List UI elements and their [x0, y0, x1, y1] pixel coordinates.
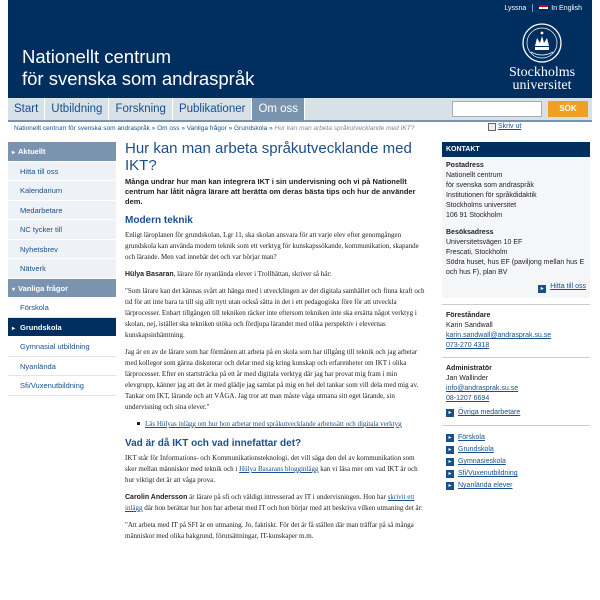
print-link[interactable]: Skriv ut	[498, 123, 522, 130]
logo-text-line1: Stockholms	[508, 65, 576, 80]
read-more-link[interactable]: Läs Hülyas inlägg om hur hon arbetar med språkutvecklande arbetssätt och digitala verktyg	[145, 420, 402, 428]
arrow-right-icon: ▸	[446, 482, 454, 490]
address-line: Institutionen för språkdidaktik	[446, 192, 537, 199]
quote-paragraph: "Som lärare kan det kännas svårt att hänga med i utvecklingen av det digitala samhället och finna kraft och tid för att inte bara ta till sig allt nytt utan också sätta in det i ett pedagogiska före för att utveckla lärprocesser. Enbart tillgången till tekniken räcker inte eftersom tekniken inte ska ersätta något verktyg i skolan, nej, istället ska tekniken utöka och fördjupa lärandet med olika perspektiv i elevernas kunskapsinhämtning.	[125, 287, 425, 339]
related-link-nyanlanda[interactable]	[446, 480, 590, 492]
divider	[532, 4, 533, 12]
related-link-label: Nyanlända elever	[458, 482, 513, 489]
site-header	[8, 0, 592, 98]
logo-text-line2: universitet	[512, 78, 572, 93]
body-text: kan vi läsa mer om vad IKT är och hur viktigt det är att våga prova.	[125, 465, 418, 484]
print-icon[interactable]	[488, 123, 496, 131]
postal-label: Postadress	[446, 162, 484, 169]
post-link[interactable]: skrivit ett inlägg	[125, 493, 415, 512]
address-line: Stockholms universitet	[446, 202, 517, 209]
sidebar-item-nc-tycker[interactable]: NC tycker till	[8, 220, 116, 240]
tab-utbildning[interactable]: Utbildning	[45, 98, 109, 120]
find-us-label: Hitta till oss	[550, 283, 586, 290]
crown-seal-icon	[521, 22, 563, 64]
quote-paragraph: Jag är en av de lärare som har förmånen att arbeta på en skola som har tillgång till teknik och jag arbetar med kollegor som gärna diskuterar och delar med sig kring kunskap och erfarenheter om IKT i olika lärprocesser. Efter en startsträcka på ett år med digitala verktyg där jag har provat mig fram i min elevgrupp, känner jag att det är med glädje jag samlat på mig en hel del tankar som vill dela med mig av. Tankar om IKT, lärande och att VÅGA. Jag tror att man måste våga utmana sitt eget lärande, sin undervisning och sina elever."	[125, 348, 419, 411]
sidebar-item-sfi[interactable]: Sfi/Vuxenutbildning	[8, 376, 116, 396]
section-heading: Modern teknik	[125, 215, 193, 226]
sidebar-item-kalendarium[interactable]: Kalendarium	[8, 181, 116, 201]
visit-label: Besöksadress	[446, 229, 494, 236]
right-sidebar	[442, 142, 590, 492]
body-paragraph: Enligt läroplanen för grundskolan, Lgr 11, ska skolan ansvara för att varje elev efter genomgången grundskola kan använda modern teknik som ett verktyg för kunskapssökande, kommunikation, skapande och lärande. Men vad innebär det och var börjar man?	[125, 231, 419, 261]
body-text: där hon berättar hur hon har arbetat med IT och hon börjar med att beskriva vilken utmaning det är:	[142, 504, 423, 512]
sidebar-item-hitta[interactable]: Hitta till oss	[8, 162, 116, 182]
page-title: Hur kan man arbeta språkutvecklande med IKT?	[125, 140, 412, 174]
related-links	[442, 432, 590, 492]
list-item	[145, 419, 425, 429]
related-link-label: Sfi/Vuxenutbildning	[458, 470, 518, 477]
body-paragraph	[125, 269, 425, 280]
search-input[interactable]	[452, 101, 542, 117]
contact-heading: KONTAKT	[442, 142, 590, 157]
section-heading: Vad är då IKT och vad innefattar det?	[125, 438, 302, 449]
body-paragraph	[125, 492, 425, 514]
tab-start[interactable]: Start	[8, 98, 45, 120]
address-line: Frescati, Stockholm	[446, 249, 508, 256]
address-line: för svenska som andraspråk	[446, 182, 534, 189]
caret-down-icon: ▾	[12, 286, 16, 293]
sidebar-item-label: Vanliga frågor	[18, 283, 69, 293]
quote-paragraph: "Att arbeta med IT på SFI är en utmaning. Jo, faktiskt. För det är få ställen där man träffar på så många människor med olika bakgrund, förutsättningar, IT-kunskaper m.m.	[125, 521, 414, 540]
main-content	[125, 140, 425, 548]
address-line: 106 91 Stockholm	[446, 212, 503, 219]
phone-link[interactable]: 08-1207 6694	[446, 395, 490, 402]
body-paragraph	[125, 453, 425, 486]
related-link-label: Förskola	[458, 434, 485, 441]
related-link-sfi[interactable]	[446, 468, 590, 480]
body-text: , lärare för nyanlända elever i Trollhättan, skriver så här:	[173, 270, 332, 278]
english-link[interactable]	[539, 5, 582, 12]
person-name: Karin Sandwall	[446, 322, 493, 329]
other-staff-link[interactable]	[446, 407, 590, 419]
breadcrumb-item[interactable]: Om oss	[157, 125, 180, 132]
arrow-right-icon: ▸	[446, 470, 454, 478]
site-title-line2: för svenska som andraspråk	[22, 68, 255, 89]
main-nav	[8, 98, 592, 122]
person-role: Föreståndare	[446, 312, 491, 319]
breadcrumb	[14, 125, 414, 132]
breadcrumb-separator: »	[228, 125, 233, 132]
author-name: Carolin Andersson	[125, 494, 188, 501]
sidebar-item-label: Grundskola	[20, 322, 62, 332]
address-line: Universitetsvägen 10 EF	[446, 239, 523, 246]
sidebar-item-aktuellt[interactable]	[8, 142, 116, 162]
contact-box	[442, 157, 590, 298]
body-text: är lärare på sfi och väldigt intresserad av IT i undervisningen. Hon har	[187, 493, 388, 501]
sidebar-item-grundskola[interactable]	[8, 318, 116, 338]
breadcrumb-item[interactable]: Nationellt centrum för svenska som andraspråk	[14, 125, 150, 132]
body-text: IKT står för Informations- och Kommunikationsteknologi, det vill säga den del av kommunikation som sker mellan människor med teknik och i	[125, 454, 415, 473]
breadcrumb-item[interactable]: Grundskola	[234, 125, 268, 132]
listen-link[interactable]: Lyssna	[504, 4, 527, 12]
arrow-right-icon: ▸	[446, 409, 454, 417]
arrow-right-icon: ▸	[446, 446, 454, 454]
phone-link[interactable]: 073-270 4318	[446, 342, 490, 349]
tab-forskning[interactable]: Forskning	[109, 98, 173, 120]
arrow-right-icon: ▸	[538, 285, 546, 293]
author-name: Hülya Basaran	[125, 271, 174, 278]
sidebar-item-nyhetsbrev[interactable]: Nyhetsbrev	[8, 240, 116, 260]
sidebar-item-vanliga-fragor[interactable]	[8, 279, 116, 299]
email-link[interactable]: karin.sandwall@andrasprak.su.se	[446, 332, 552, 339]
search-button[interactable]: SÖK	[548, 101, 588, 117]
related-link-label: Gymnasieskola	[458, 458, 506, 465]
english-label: In English	[551, 4, 582, 12]
person-role: Administratör	[446, 365, 492, 372]
sidebar-item-nyanlanda[interactable]: Nyanlända	[8, 357, 116, 377]
left-sidebar	[8, 142, 116, 396]
breadcrumb-separator: »	[269, 125, 273, 132]
blog-link[interactable]: Hülya Basarans blogginlägg	[239, 465, 319, 473]
other-staff-label: Övriga medarbetare	[458, 409, 521, 416]
lead-paragraph: Många undrar hur man kan integrera IKT i sin undervisning och vi på Nationellt centrum har låtit några lärare att berätta om deras bästa tips och hur de använder dem.	[125, 177, 416, 206]
sidebar-item-label: Aktuellt	[18, 147, 46, 156]
find-us-link[interactable]	[538, 283, 586, 290]
uk-flag-icon	[539, 5, 548, 11]
person-name: Jan Wallinder	[446, 375, 489, 382]
top-links	[504, 4, 582, 12]
contact-person	[442, 311, 590, 351]
site-title[interactable]	[22, 46, 254, 90]
breadcrumb-current: Hur kan man arbeta språkutvecklande med IKT?	[274, 125, 415, 132]
related-link-forskola[interactable]	[446, 432, 590, 444]
tab-publikationer[interactable]: Publikationer	[173, 98, 252, 120]
arrow-right-icon: ▸	[446, 458, 454, 466]
breadcrumb-separator: »	[151, 125, 156, 132]
related-link-grundskola[interactable]	[446, 444, 590, 456]
sidebar-item-natverk[interactable]: Nätverk	[8, 259, 116, 279]
breadcrumb-item[interactable]: Vanliga frågor	[186, 125, 227, 132]
site-title-line1: Nationellt centrum	[22, 46, 172, 67]
related-link-label: Grundskola	[458, 446, 494, 453]
related-link-gymnasieskola[interactable]	[446, 456, 590, 468]
breadcrumb-separator: »	[181, 125, 185, 132]
sidebar-item-gymnasial[interactable]: Gymnasial utbildning	[8, 337, 116, 357]
sidebar-item-forskola[interactable]: Förskola	[8, 298, 116, 318]
caret-right-icon: ▸	[12, 325, 16, 332]
email-link[interactable]: info@andrasprak.su.se	[446, 385, 519, 392]
address-line: Södra huset, hus EF (paviljong mellan hus E och hus F), plan BV	[446, 259, 585, 276]
sidebar-item-medarbetare[interactable]: Medarbetare	[8, 201, 116, 221]
address-line: Nationellt centrum	[446, 172, 503, 179]
arrow-right-icon: ▸	[446, 434, 454, 442]
tab-om-oss[interactable]: Om oss	[252, 98, 305, 120]
caret-right-icon: ▸	[12, 150, 16, 156]
university-logo[interactable]	[502, 22, 582, 92]
contact-person	[442, 364, 590, 404]
